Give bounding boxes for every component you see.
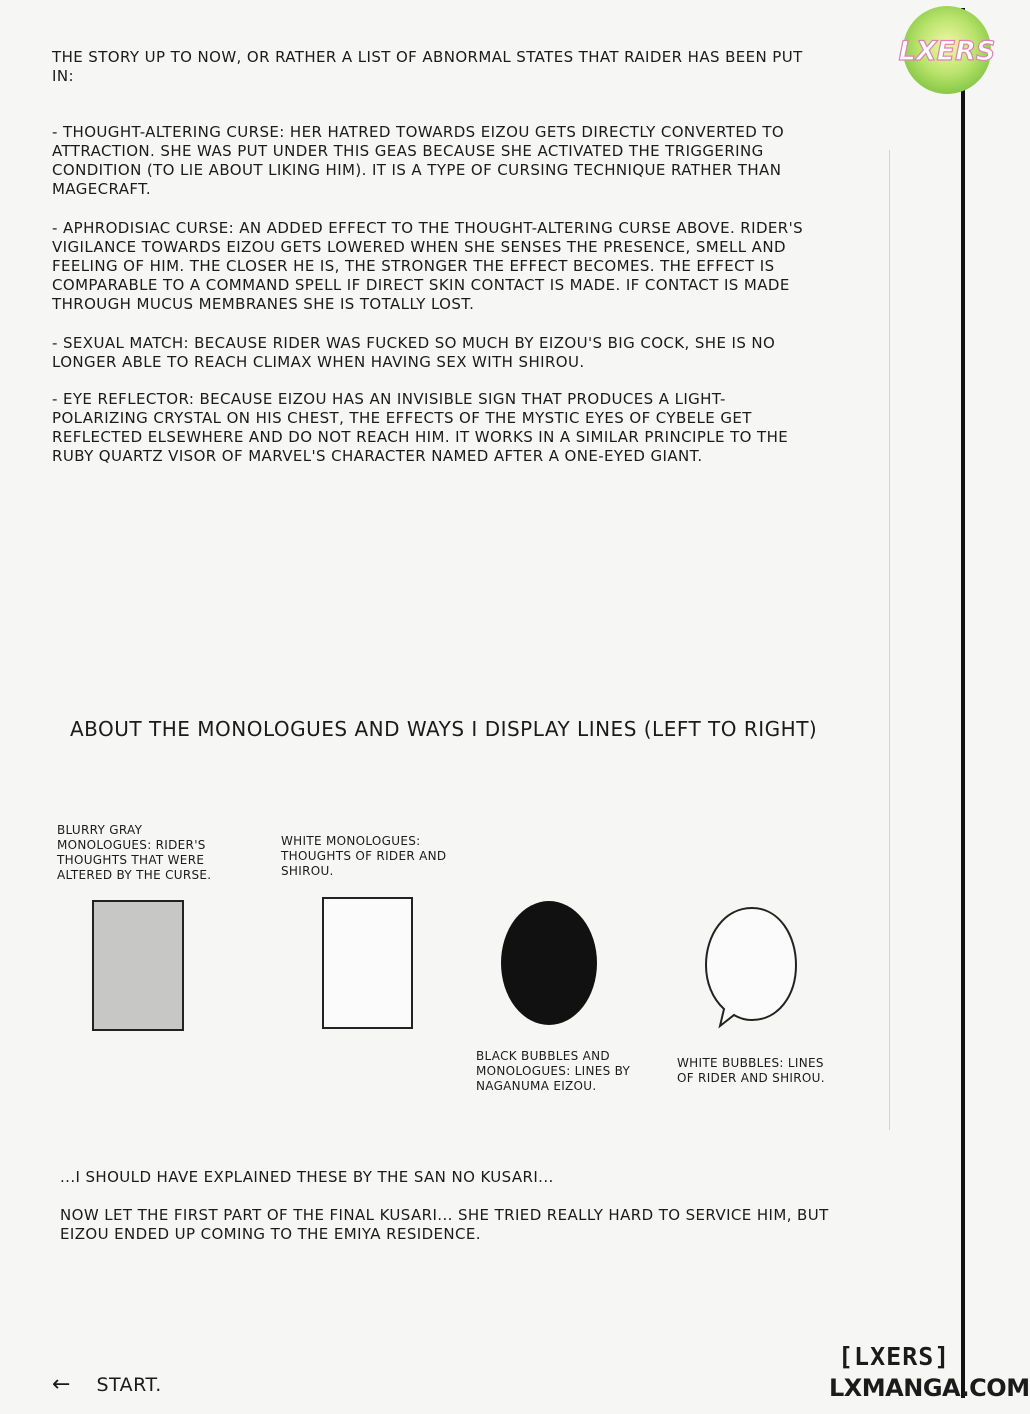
- lxers-watermark-tag: [LXERS]: [838, 1342, 951, 1371]
- white-bubble-label: WHITE BUBBLES: LINES OF RIDER AND SHIROU.: [677, 1056, 825, 1085]
- black-bubble-label: BLACK BUBBLES AND MONOLOGUES: LINES BY NAGANUMA EIZOU.: [476, 1049, 631, 1093]
- outro-line-2: NOW LET THE FIRST PART OF THE FINAL KUSARI... SHE TRIED REALLY HARD TO SERVICE HIM, BUT EIZOU ENDED UP COMING TO THE EMIYA RESIDENCE.: [60, 1206, 829, 1243]
- intro-text: THE STORY UP TO NOW, OR RATHER A LIST OF ABNORMAL STATES THAT RAIDER HAS BEEN PUT IN:: [52, 48, 803, 85]
- legend-heading: ABOUT THE MONOLOGUES AND WAYS I DISPLAY LINES (LEFT TO RIGHT): [70, 717, 818, 741]
- abnormal-state-eye-reflector: - EYE REFLECTOR: BECAUSE EIZOU HAS AN INVISIBLE SIGN THAT PRODUCES A LIGHT-POLARIZING CRYSTAL ON HIS CHEST, THE EFFECTS OF THE MYSTIC EYES OF CYBELE GET REFLECTED ELSEWHERE AND DO NOT REACH HIM. IT WORKS IN A SIMILAR PRINCIPLE TO THE RUBY QUARTZ VISOR OF MARVEL'S CHARACTER NAMED AFTER A ONE-EYED GIANT.: [52, 390, 789, 465]
- abnormal-state-sexual-match: - SEXUAL MATCH: BECAUSE RIDER WAS FUCKED SO MUCH BY EIZOU'S BIG COCK, SHE IS NO LONGER ABLE TO REACH CLIMAX WHEN HAVING SEX WITH SHIROU.: [52, 334, 776, 371]
- black-bubble-icon: [499, 900, 601, 1030]
- left-arrow-icon: ←: [52, 1372, 71, 1397]
- gray-monologue-swatch: [92, 900, 184, 1031]
- outro-line-1: ...I SHOULD HAVE EXPLAINED THESE BY THE SAN NO KUSARI...: [60, 1168, 554, 1186]
- white-monologue-label: WHITE MONOLOGUES: THOUGHTS OF RIDER AND SHIROU.: [281, 834, 447, 878]
- start-indicator: [52, 1372, 162, 1397]
- lxers-logo-icon: [893, 4, 1001, 96]
- logo-text: LXERS: [898, 36, 996, 67]
- page-edge-line: [961, 8, 965, 1398]
- abnormal-state-thought-altering: - THOUGHT-ALTERING CURSE: HER HATRED TOWARDS EIZOU GETS DIRECTLY CONVERTED TO ATTRACTION. SHE WAS PUT UNDER THIS GEAS BECAUSE SHE ACTIVATED THE TRIGGERING CONDITION (TO LIE ABOUT LIKING HIM). IT IS A TYPE OF CURSING TECHNIQUE RATHER THAN MAGECRAFT.: [52, 123, 785, 198]
- page-edge-tint: [889, 150, 890, 1130]
- gray-monologue-label: BLURRY GRAY MONOLOGUES: RIDER'S THOUGHTS THAT WERE ALTERED BY THE CURSE.: [57, 823, 212, 882]
- site-watermark: LXMANGA.COM: [829, 1374, 1030, 1402]
- white-monologue-swatch: [322, 897, 413, 1029]
- white-speech-bubble-icon: [702, 905, 802, 1030]
- abnormal-state-aphrodisiac: - APHRODISIAC CURSE: AN ADDED EFFECT TO THE THOUGHT-ALTERING CURSE ABOVE. RIDER'S VIGILANCE TOWARDS EIZOU GETS LOWERED WHEN SHE SENSES THE PRESENCE, SMELL AND FEELING OF HIM. THE CLOSER HE IS, THE STRONGER THE EFFECT BECOMES. THE EFFECT IS COMPARABLE TO A COMMAND SPELL IF DIRECT SKIN CONTACT IS MADE. IF CONTACT IS MADE THROUGH MUCUS MEMBRANES SHE IS TOTALLY LOST.: [52, 219, 804, 313]
- start-label: START.: [96, 1373, 162, 1396]
